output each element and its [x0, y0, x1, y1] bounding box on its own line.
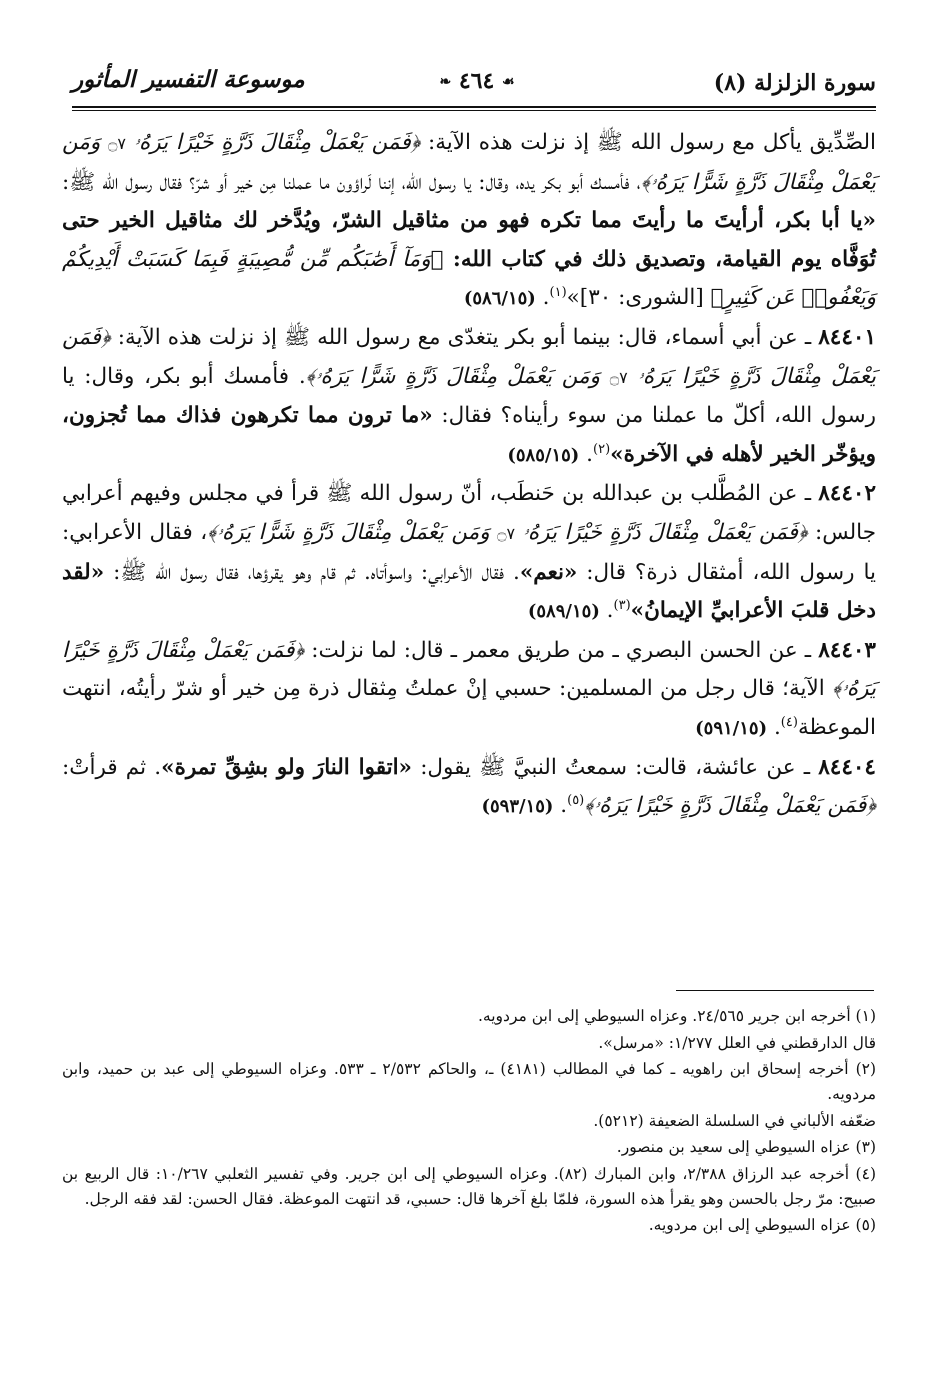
page-number-block: [402, 68, 552, 94]
text: . فقال الأعرابي: واسوأتاه. ثم قام وهو يقرؤها، فقال رسول الله ﷺ:: [104, 559, 520, 585]
quran-verse: ﴿فَمَن يَعْمَلْ مِثْقَالَ ذَرَّةٍ خَيْرًا يَرَهُۥ﴾: [584, 793, 876, 819]
footnote-separator: [676, 990, 874, 991]
book-title: موسوعة التفسير المأثور: [72, 66, 305, 93]
footnote: (٤) أخرجه عبد الرزاق ٢/٣٨٨، وابن المبارك (٨٢). وعزاه السيوطي إلى ابن جرير. وفي تفسير الثعلبي ١٠/٢٦٧: قال الربيع بن صبيح: مرّ رجل بالحسن وهو يقرأ هذه السورة، فلمّا بلغ آخرها قال: حسبي، قد انتهت الموعظة. فقال الحسن: لقد فقه الرجل.: [62, 1164, 876, 1208]
footnote: (٥) عزاه السيوطي إلى ابن مردويه.: [648, 1216, 876, 1234]
page-number: ٤٦٤: [458, 68, 495, 94]
narration-84404: ٨٤٤٠٤ ـ عن عائشة، قالت: سمعتُ النبيَّ ﷺ يقول: «اتقوا النارَ ولو بشِقِّ تمرة». ثم قرأتْ: ﴿فَمَن يَعْمَلْ مِثْقَالَ ذَرَّةٍ خَيْرًا يَرَهُۥ﴾$^{(٥)}$. (٥٩٣/١٥): [62, 754, 876, 819]
narration-number: ٨٤٤٠٤: [818, 754, 876, 780]
footnote-marker: (٣): [613, 597, 631, 613]
text: ـ عن المُطَّلب بن عبدالله بن حَنطَب، أنّ رسول الله ﷺ قرأ في مجلس وفيهم أعرابي جالس:: [62, 481, 877, 545]
footnote-marker: (٥): [567, 792, 585, 808]
narration-number: ٨٤٤٠١: [818, 324, 876, 350]
header-rule-thin: [72, 110, 876, 111]
quran-verse: وَمَن يَعْمَلْ مِثْقَالَ ذَرَّةٍ شَرًّا يَرَهُۥ﴾: [305, 363, 600, 389]
hadith-text: «اتقوا النارَ ولو بشِقِّ تمرة»: [161, 754, 412, 780]
text: ، فأمسك أبو بكر يده، وقال: يا رسول الله، إننا لَراؤون ما عملنا مِن خير أو شرّ؟ فقال رسول الله ﷺ:: [62, 169, 641, 195]
text: [الشورى: ٣٠]»: [566, 285, 711, 311]
surah-title: سورة الزلزلة (٨): [713, 70, 876, 96]
footnote-marker: (٤): [780, 714, 798, 730]
footnote: (١) أخرجه ابن جرير ٢٤/٥٦٥. وعزاه السيوطي إلى ابن مردويه.: [478, 1007, 876, 1025]
text: . فأمسك أبو بكر، وقال: يا رسول الله، أكلّ ما عملنا من سوء رأيناه؟ فقال:: [62, 363, 876, 429]
footnotes: [62, 1004, 876, 1240]
quran-verse: ﴿فَمَن يَعْمَلْ مِثْقَالَ ذَرَّةٍ خَيْرًا يَرَهُۥ: [522, 519, 808, 545]
quran-verse: وَمَن يَعْمَلْ مِثْقَالَ ذَرَّةٍ شَرًّا يَرَهُۥ﴾: [62, 130, 877, 195]
cross-reference: (٥٩٣/١٥): [481, 796, 554, 818]
text: ـ عن أبي أسماء، قال: بينما أبو بكر يتغدّى مع رسول الله ﷺ إذ نزلت هذه الآية:: [110, 324, 819, 350]
cross-reference: (٥٨٦/١٥): [463, 288, 536, 310]
text: ، فقال الأعرابي: يا رسول الله، أمثقال ذرة؟ قال:: [62, 519, 877, 585]
hadith-text: «ما ترون مما تكرهون فذاك مما تُجزون، ويؤخّر الخير لأهله في الآخرة»: [62, 403, 876, 467]
quran-verse: ﴿وَمَآ أَصَٰبَكُم مِّن مُّصِيبَةٍ فَبِمَا كَسَبَتْ أَيْدِيكُمْ وَيَعْفُوا۟ عَن كَثِيرٍ﴾: [62, 246, 876, 311]
cross-reference: (٥٩١/١٥): [695, 717, 768, 739]
text: الآية؛ قال رجل من المسلمين: حسبي إنْ عملتُ مِثقال ذرة مِن خير أو شرّ رأيتُه، انتهت الموعظة: [62, 676, 876, 740]
cross-reference: (٥٨٩/١٥): [527, 601, 600, 623]
narration-84401: ٨٤٤٠١ ـ عن أبي أسماء، قال: بينما أبو بكر يتغدّى مع رسول الله ﷺ إذ نزلت هذه الآية: ﴿فَمَن يَعْمَلْ مِثْقَالَ ذَرَّةٍ خَيْرًا يَرَهُۥ ۝٧ وَمَن يَعْمَلْ مِثْقَالَ ذَرَّةٍ شَرًّا يَرَهُۥ﴾. فأمسك أبو بكر، وقال: يا رسول الله، أكلّ ما عملنا من سوء رأيناه؟ فقال: «ما ترون مما تكرهون فذاك مما تُجزون، ويؤخّر الخير لأهله في الآخرة»$^{(٢)}$. (٥٨٥/١٥): [62, 324, 877, 467]
quran-verse: وَمَن يَعْمَلْ مِثْقَالَ ذَرَّةٍ شَرًّا يَرَهُۥ﴾: [207, 519, 490, 545]
hadith-text: «يا أبا بكر، أرأيتَ ما رأيتَ مما تكره فهو من مثاقيل الشرّ، ويُدَّخر لك مثاقيل الخير حتى تُوَفَّاه يوم القيامة، وتصديق ذلك في كتاب الله:: [62, 208, 876, 272]
text: الصِّدِّيق يأكل مع رسول الله ﷺ إذ نزلت هذه الآية:: [420, 130, 876, 155]
ayah-number-icon: ۝٧: [609, 367, 628, 387]
paragraph-continuation: الصِّدِّيق يأكل مع رسول الله ﷺ إذ نزلت هذه الآية: ﴿فَمَن يَعْمَلْ مِثْقَالَ ذَرَّةٍ خَيْرًا يَرَهُۥ ۝٧ وَمَن يَعْمَلْ مِثْقَالَ ذَرَّةٍ شَرًّا يَرَهُۥ﴾، فأمسك أبو بكر يده، وقال: يا رسول الله، إننا لَراؤون ما عملنا مِن خير أو شرّ؟ فقال رسول الله ﷺ: «يا أبا بكر، أرأيتَ ما رأيتَ مما تكره فهو من مثاقيل الشرّ، ويُدَّخر لك مثاقيل الخير حتى تُوَفَّاه يوم القيامة، وتصديق ذلك في كتاب الله: ﴿وَمَآ أَصَٰبَكُم مِّن مُّصِيبَةٍ فَبِمَا كَسَبَتْ أَيْدِيكُمْ وَيَعْفُوا۟ عَن كَثِيرٍ﴾ [الشورى: ٣٠]»$^{(١)}$. (٥٨٦/١٥): [62, 130, 877, 311]
cross-reference: (٥٨٥/١٥): [507, 444, 580, 466]
narration-number: ٨٤٤٠٢: [818, 481, 876, 507]
footnote: قال الدارقطني في العلل ١/٢٧٧: «مرسل».: [598, 1033, 876, 1052]
footnote: (٢) أخرجه إسحاق ابن راهويه ـ كما في المطالب (٤١٨١) ـ، والحاكم ٢/٥٣٢ ـ ٥٣٣. وعزاه السيوطي إلى عبد بن حميد، وابن مردويه.: [62, 1060, 877, 1103]
hadith-text: «لقد دخل قلبَ الأعرابيِّ الإيمانُ»: [62, 559, 876, 624]
header-rule: [72, 106, 876, 108]
ornament-right-icon: ☙: [501, 74, 515, 90]
footnote-marker: (٢): [593, 441, 611, 457]
ayah-number-icon: ۝٧: [107, 134, 126, 153]
quran-verse: ﴿فَمَن يَعْمَلْ مِثْقَالَ ذَرَّةٍ خَيْرًا يَرَهُۥ: [62, 324, 877, 389]
text: . ثم قرأتْ:: [62, 754, 162, 780]
quran-verse: ﴿فَمَن يَعْمَلْ مِثْقَالَ ذَرَّةٍ خَيْرًا يَرَهُۥ: [133, 130, 421, 155]
running-header: [72, 64, 876, 108]
narration-84403: ٨٤٤٠٣ ـ عن الحسن البصري ـ من طريق معمر ـ قال: لما نزلت: ﴿فَمَن يَعْمَلْ مِثْقَالَ ذَرَّةٍ خَيْرًا يَرَهُۥ﴾ الآية؛ قال رجل من المسلمين: حسبي إنْ عملتُ مِثقال ذرة مِن خير أو شرّ رأيتُه، انتهت الموعظة$^{(٤)}$. (٥٩١/١٥): [62, 637, 876, 740]
ayah-number-icon: ۝٧: [497, 523, 516, 543]
main-text: [62, 124, 876, 827]
narration-number: ٨٤٤٠٣: [818, 637, 876, 663]
footnote-marker: (١): [549, 285, 567, 301]
footnote: ضعّفه الألباني في السلسلة الضعيفة (٥٢١٢).: [593, 1111, 876, 1130]
hadith-text: «نعم»: [519, 559, 578, 585]
ornament-left-icon: ❧: [439, 74, 452, 90]
text: ـ عن عائشة، قالت: سمعتُ النبيَّ ﷺ يقول:: [411, 754, 819, 780]
footnote: (٣) عزاه السيوطي إلى سعيد بن منصور.: [616, 1138, 876, 1156]
quran-verse: ﴿فَمَن يَعْمَلْ مِثْقَالَ ذَرَّةٍ خَيْرًا يَرَهُۥ﴾: [62, 637, 876, 702]
narration-84402: ٨٤٤٠٢ ـ عن المُطَّلب بن عبدالله بن حَنطَب، أنّ رسول الله ﷺ قرأ في مجلس وفيهم أعرابي جالس: ﴿فَمَن يَعْمَلْ مِثْقَالَ ذَرَّةٍ خَيْرًا يَرَهُۥ ۝٧ وَمَن يَعْمَلْ مِثْقَالَ ذَرَّةٍ شَرًّا يَرَهُۥ﴾، فقال الأعرابي: يا رسول الله، أمثقال ذرة؟ قال: «نعم». فقال الأعرابي: واسوأتاه. ثم قام وهو يقرؤها، فقال رسول الله ﷺ: «لقد دخل قلبَ الأعرابيِّ الإيمانُ»$^{(٣)}$. (٥٨٩/١٥): [62, 481, 877, 624]
text: ـ عن الحسن البصري ـ من طريق معمر ـ قال: لما نزلت:: [304, 637, 819, 663]
